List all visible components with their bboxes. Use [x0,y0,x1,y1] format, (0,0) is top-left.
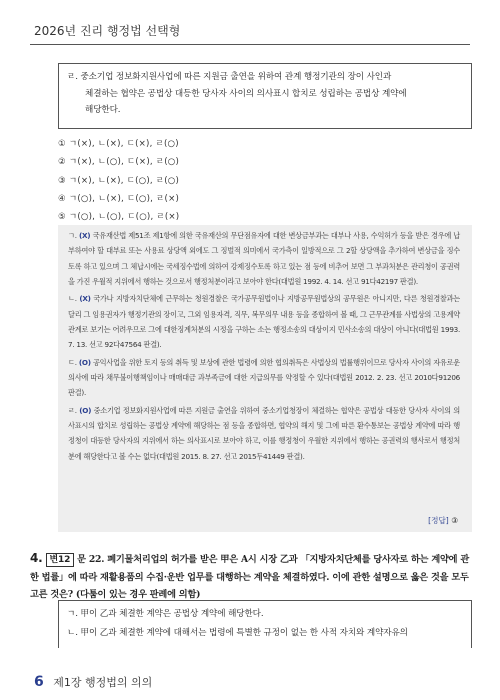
page-header-title: 2026년 진리 행정법 선택형 [34,24,181,38]
explanation-d-prefix: ㄹ. [68,405,77,415]
option-5[interactable]: ⑤ ㄱ(○), ㄴ(○), ㄷ(○), ㄹ(×) [58,212,180,223]
question-4-source-tag: 변12 [46,553,75,567]
explanation-c-text: 공익사업을 위한 토지 등의 취득 및 보상에 관한 법령에 의한 협의취득은 사법상의 법률행위이므로 당사자 사이의 자유로운 의사에 따라 채무불이행책임이나 매매대금 과부족금에 대한 지급의무를 약정할 수 있다(대법원 2012. 2. 23. 선고 2010다91206 판결). [68,357,460,398]
statement-box-d [58,63,472,129]
page-footer [34,674,152,690]
statement-box-q4 [58,600,472,648]
statement-line-2: 체결하는 협약은 공법상 대등한 당사자 사이의 의사표시 합치로 성립하는 공법상 계약에 [85,88,407,99]
explanation-panel [58,225,472,532]
explanation-c-prefix: ㄷ. [68,357,77,367]
option-2[interactable]: ② ㄱ(×), ㄴ(○), ㄷ(×), ㄹ(○) [58,157,180,168]
explanation-d [68,403,460,464]
explanation-d-mark: (O) [79,405,92,415]
explanation-b-prefix: ㄴ. [68,294,77,304]
q4-statement-b: ㄴ. 甲이 乙과 체결한 계약에 대해서는 법령에 특별한 규정이 없는 한 사적 자치와 계약자유의 [67,628,408,638]
explanation-c [68,355,460,401]
q4-statement-a: ㄱ. 甲이 乙과 체결한 계약은 공법상 계약에 해당한다. [67,609,264,619]
statement-line-1: ㄹ. 중소기업 정보화지원사업에 따른 지원금 출연을 위하여 관계 행정기관의 장이 사인과 [67,72,392,82]
statement-line-3: 해당한다. [85,105,121,115]
chapter-title: 제1장 행정법의 의의 [53,676,153,689]
answer-key [428,515,458,526]
option-3[interactable]: ③ ㄱ(×), ㄴ(×), ㄷ(○), ㄹ(○) [58,175,180,186]
explanation-d-text: 중소기업 정보화지원사업에 따른 지원금 출연을 위하여 중소기업청장이 체결하는 협약은 공법상 대등한 당사자 사이의 의사표시의 합치로 성립하는 공법상 계약에 해당하는 점 등을 종합하면, 협약의 해지 및 그에 따른 환수통보는 공법상 계약에 따라 행정청이 대등한 당사자의 지위에서 하는 의사표시로 보아야 하고, 이를 행정청이 우월한 지위에서 행하는 공권력의 행사로서 행정처분에 해당한다고 볼 수는 없다(대법원 2015. 8. 27. 선고 2015두41449 판결). [68,405,460,461]
answer-value: ③ [451,516,458,525]
question-4-number: 4. [30,551,43,565]
question-4-text: 문 22. 폐기물처리업의 허가를 받은 甲은 A시 시장 乙과 「지방자치단체를 당사자로 하는 계약에 관한 법률」에 따라 재활용품의 수집·운반 업무를 대행하는 계약을 체결하였다. 이에 관한 설명으로 옳은 것을 모두 고른 것은? (다툼이 있는 경우 판례에 의함) [30,554,470,600]
explanation-a-prefix: ㄱ. [68,231,77,240]
explanation-b [68,291,460,352]
option-4[interactable]: ④ ㄱ(○), ㄴ(×), ㄷ(○), ㄹ(×) [58,193,180,204]
answer-tag: [정답] [428,516,449,525]
answer-options [58,135,358,226]
explanation-a [68,228,460,289]
option-1[interactable]: ① ㄱ(×), ㄴ(×), ㄷ(×), ㄹ(○) [58,139,179,149]
explanation-b-mark: (X) [79,294,91,304]
page-number: 6 [34,674,44,690]
explanation-c-mark: (O) [78,357,91,367]
question-4 [30,550,472,604]
header-divider [30,44,470,45]
explanation-a-mark: (X) [78,231,91,240]
explanation-a-text: 국유재산법 제51조 제1항에 의한 국유재산의 무단점유자에 대한 변상금부과는 대부나 사용, 수익허가 등을 받은 경우에 납부하여야 할 대부료 또는 사용료 상당액 외에도 그 징벌적 의미에서 국가측이 일방적으로 그 2할 상당액을 추가하여 변상금을 징수토록 하고 있으며 그 체납시에는 국세징수법에 의하여 강제징수토록 하고 있는 점 등에 비추어 보면 그 부과처분은 관리청이 공권력을 가진 우월적 지위에서 행하는 것으로서 행정처분이라고 보아야 한다(대법원 1992. 4. 14. 선고 91다42197 판결). [68,231,460,286]
explanation-b-text: 국가나 지방자치단체에 근무하는 청원경찰은 국가공무원법이나 지방공무원법상의 공무원은 아니지만, 다른 청원경찰과는 달리 그 임용권자가 행정기관의 장이고, 그외 임용자격, 직무, 복무의무 내용 등을 종합하여 볼 때, 그 근무관계를 사법상의 고용계약관계로 보기는 어려우므로 그에 대한징계처분의 시정을 구하는 소는 행정소송의 대상이지 민사소송의 대상이 아니다(대법원 1993. 7. 13. 선고 92다47564 판결). [68,294,460,350]
